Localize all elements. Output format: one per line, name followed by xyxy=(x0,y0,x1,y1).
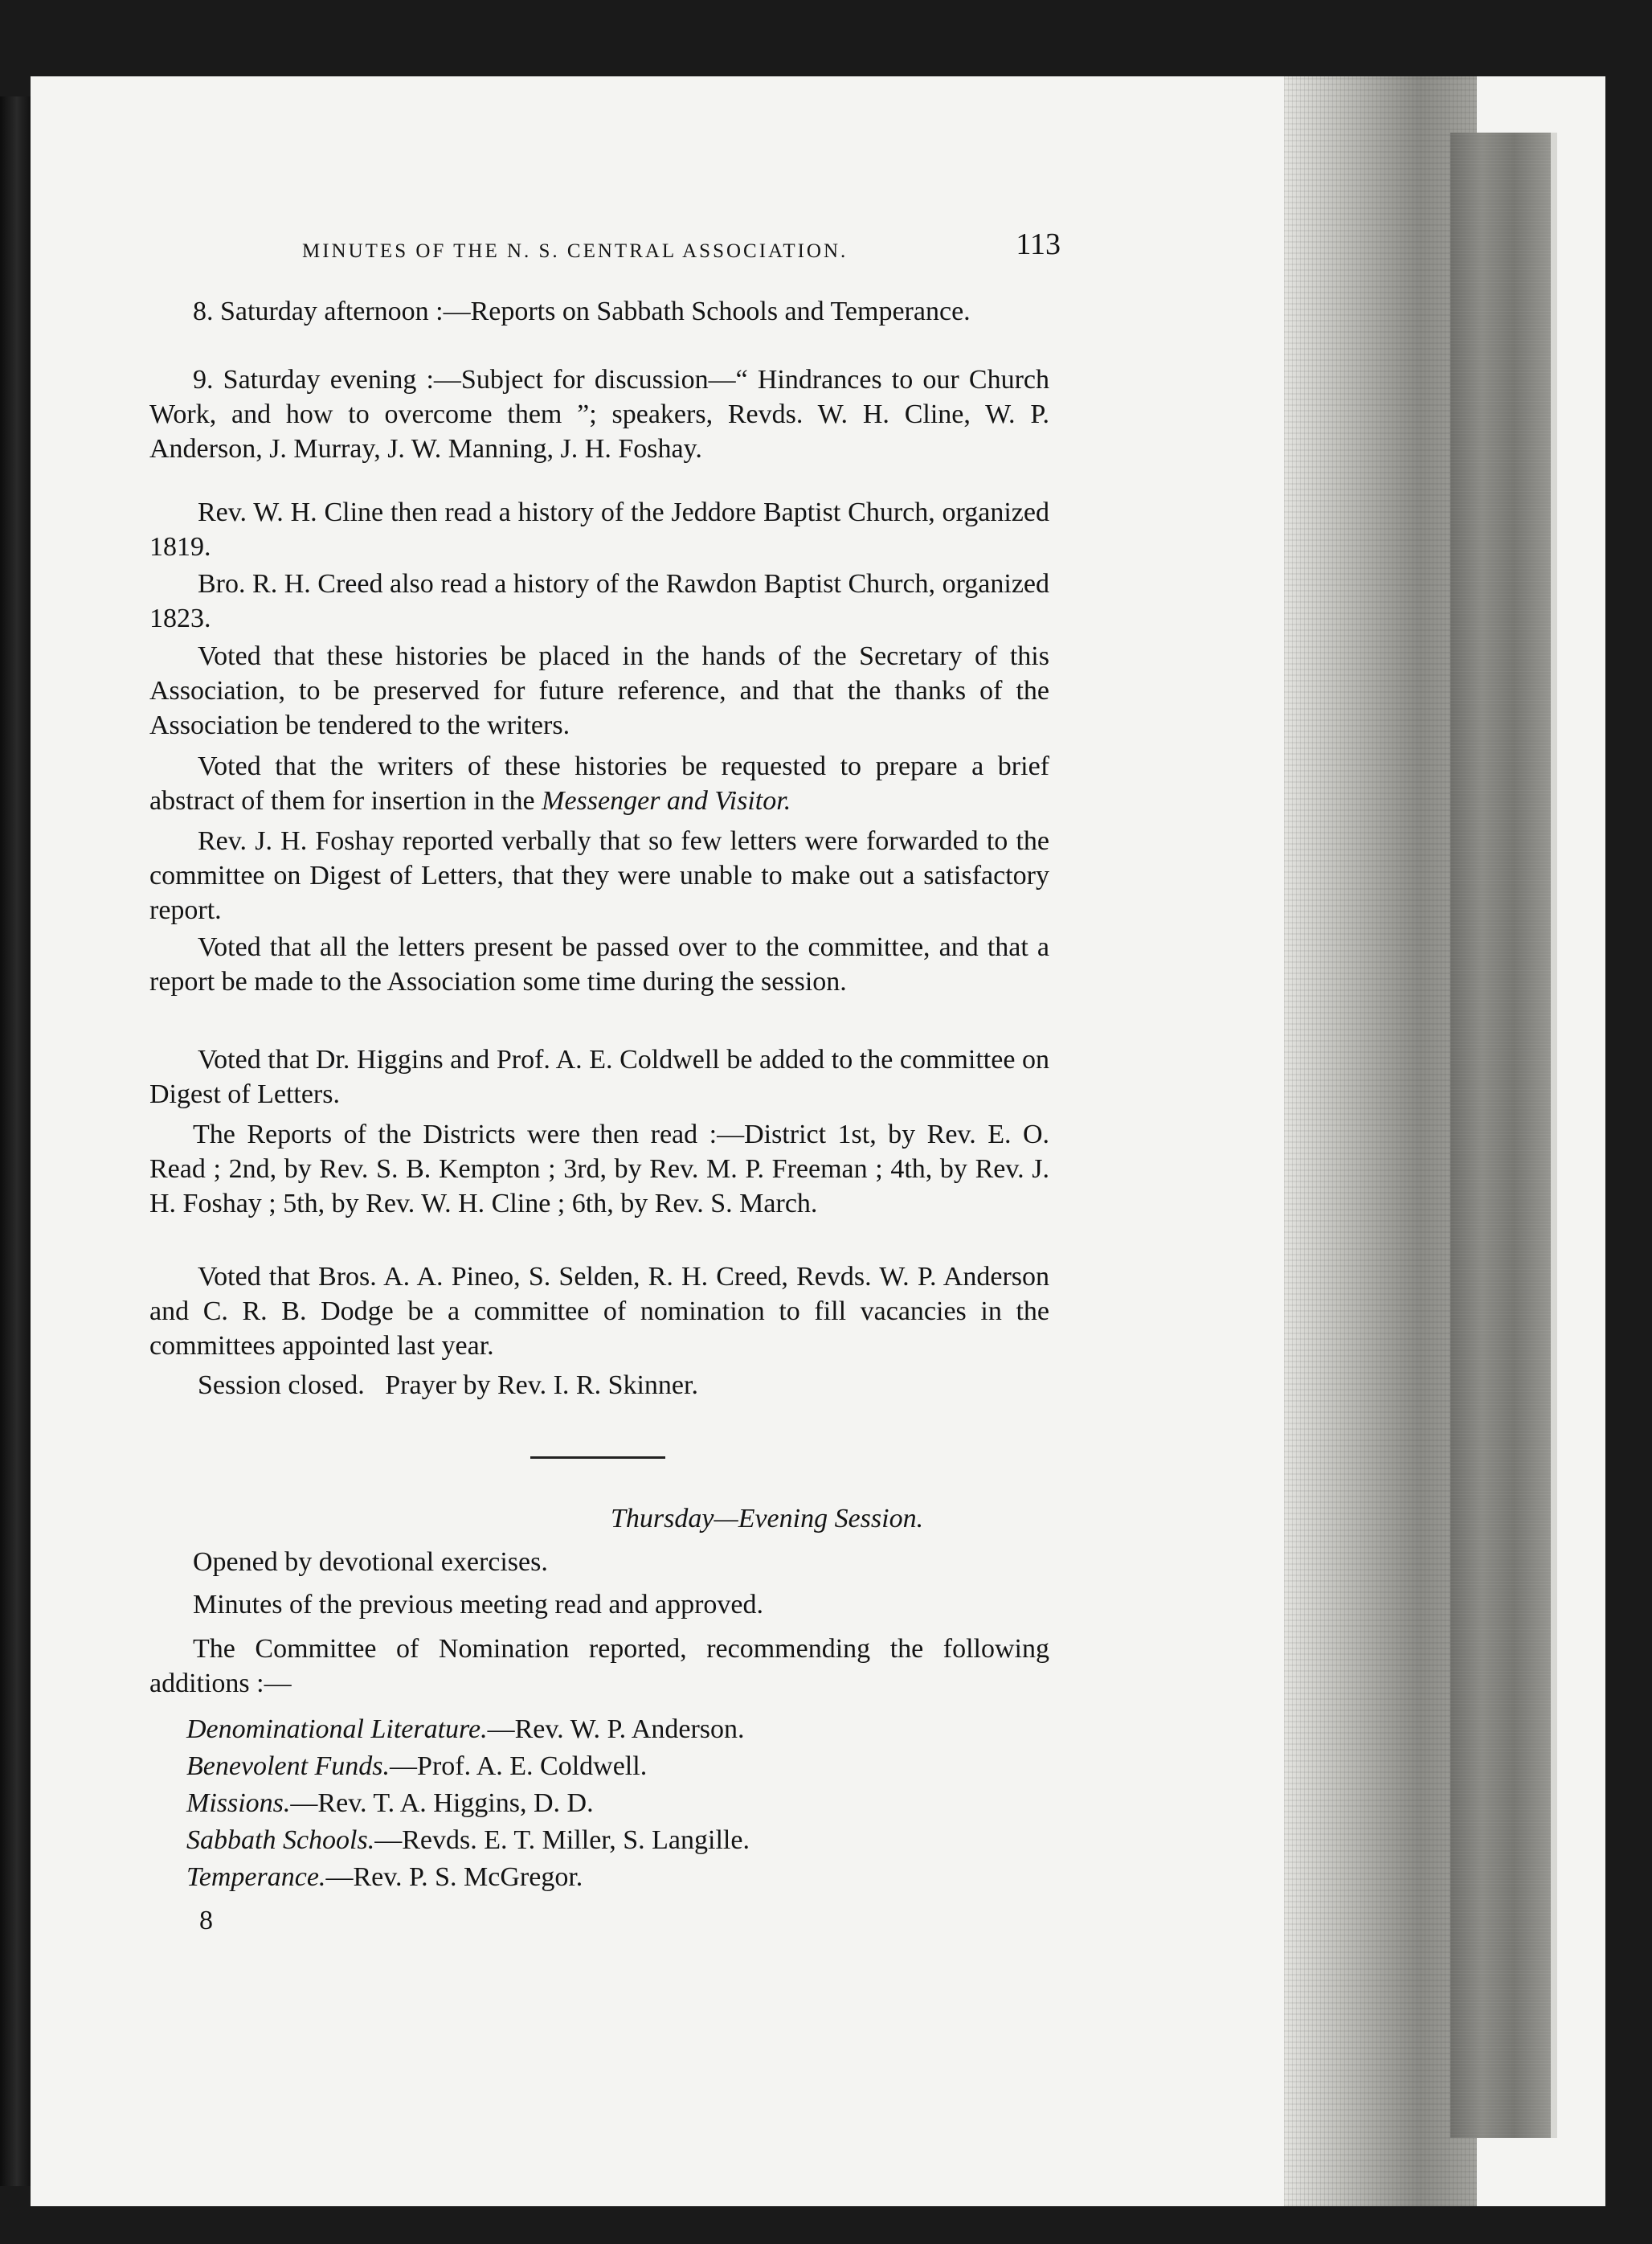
paragraph-3: Rev. W. H. Cline then read a history of the Jeddore Baptist Church, organized 1819. xyxy=(149,498,1049,562)
signature-mark: 8 xyxy=(199,1906,213,1935)
committee-name: Temperance. xyxy=(186,1862,326,1892)
paragraph-5: Voted that these histories be placed in the hands of the Secretary of this Association, to be preserved for future reference, and that the thanks of the Association be tendered to the writers. xyxy=(149,641,1049,740)
periodical-title: Messenger and Visitor. xyxy=(542,786,791,816)
committee-item xyxy=(186,1786,594,1820)
section-divider xyxy=(530,1456,665,1459)
committee-item xyxy=(186,1823,750,1857)
paragraph-12: Session closed. Prayer by Rev. I. R. Skinner. xyxy=(198,1370,698,1400)
paragraph-9: Voted that Dr. Higgins and Prof. A. E. Coldwell be added to the committee on Digest of Letters. xyxy=(149,1045,1049,1109)
committee-members: —Revds. E. T. Miller, S. Langille. xyxy=(374,1825,750,1855)
running-header xyxy=(149,227,1061,266)
paragraph-7: Rev. J. H. Foshay reported verbally that so few letters were forwarded to the committee on Digest of Letters, that they were unable to make out a satisfactory report. xyxy=(149,826,1049,925)
committee-name: Sabbath Schools. xyxy=(186,1825,375,1855)
facing-page-edge xyxy=(0,96,31,2186)
page-number: 113 xyxy=(1016,227,1061,261)
paragraph-1: 8. Saturday afternoon :—Reports on Sabbath Schools and Temperance. xyxy=(193,297,971,326)
committee-item xyxy=(186,1749,647,1783)
paragraph-6 xyxy=(149,749,1049,818)
page-edges xyxy=(1284,76,1477,2206)
evening-line-1: Opened by devotional exercises. xyxy=(193,1547,548,1577)
evening-line-2: Minutes of the previous meeting read and approved. xyxy=(193,1590,764,1620)
committee-item xyxy=(186,1860,583,1894)
paragraph-4: Bro. R. H. Creed also read a history of the Rawdon Baptist Church, organized 1823. xyxy=(149,569,1049,633)
committee-members: —Rev. T. A. Higgins, D. D. xyxy=(290,1788,594,1818)
paragraph-10: The Reports of the Districts were then read :—District 1st, by Rev. E. O. Read ; 2nd, by Rev. S. B. Kempton ; 3rd, by Rev. M. P. Freeman ; 4th, by Rev. J. H. Foshay ; 5th, by Rev. W. H. Cline ; 6th, by Rev. S. March. xyxy=(149,1120,1049,1218)
evening-line-3: The Committee of Nomination reported, recommending the following additions :— xyxy=(149,1634,1049,1698)
paragraph-8: Voted that all the letters present be passed over to the committee, and that a report be made to the Association some time during the session. xyxy=(149,932,1049,997)
committee-members: —Rev. P. S. McGregor. xyxy=(325,1862,583,1892)
committee-members: —Prof. A. E. Coldwell. xyxy=(390,1751,648,1781)
paragraph-2: 9. Saturday evening :—Subject for discussion—“ Hindrances to our Church Work, and how to overcome them ”; speakers, Revds. W. H. Cline, W. P. Anderson, J. Murray, J. W. Manning, J. H. Foshay. xyxy=(149,365,1049,464)
section-subheading: Thursday—Evening Session. xyxy=(611,1504,924,1534)
paragraph-6-text: Voted that the writers of these histories be requested to prepare a brief abstract of them for insertion in the xyxy=(149,751,1049,816)
committee-name: Denominational Literature. xyxy=(186,1714,488,1744)
committee-name: Missions. xyxy=(186,1788,291,1818)
paragraph-11: Voted that Bros. A. A. Pineo, S. Selden, R. H. Creed, Revds. W. P. Anderson and C. R. B. Dodge be a committee of nomination to fill vacancies in the committees appointed last year. xyxy=(149,1262,1049,1361)
committee-name: Benevolent Funds. xyxy=(186,1751,391,1781)
running-title: MINUTES OF THE N. S. CENTRAL ASSOCIATION. xyxy=(302,240,848,262)
committee-item xyxy=(186,1712,745,1746)
committee-members: —Rev. W. P. Anderson. xyxy=(487,1714,745,1744)
book-cover-rim xyxy=(1551,133,1557,2138)
book-cover-board xyxy=(1450,133,1556,2138)
